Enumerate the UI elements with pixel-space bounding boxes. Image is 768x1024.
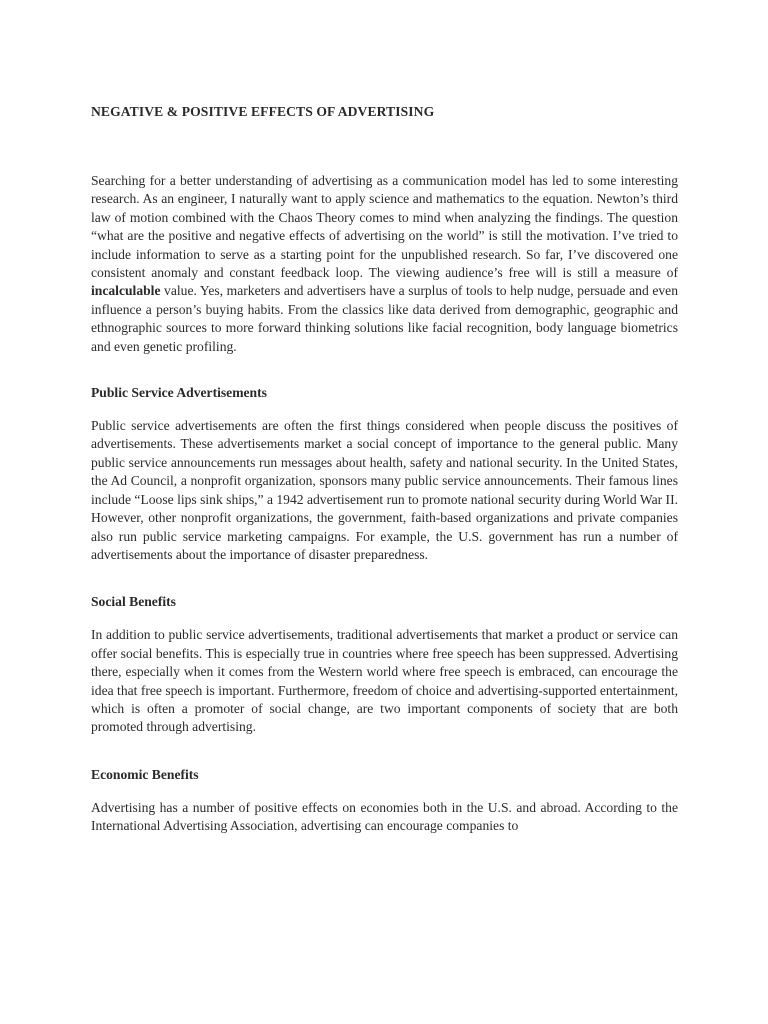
section-heading-economic-benefits: Economic Benefits xyxy=(91,766,199,782)
section-body-economic-benefits: Advertising has a number of positive effects on economies both in the U.S. and abroad. According to the International Advertising Association, advertising can encourage companies to xyxy=(91,799,678,834)
section-heading-public-service: Public Service Advertisements xyxy=(91,385,267,401)
document-page xyxy=(91,100,678,836)
intro-paragraph xyxy=(91,172,678,356)
intro-bold-word: incalculable xyxy=(91,283,161,299)
section-body-social-benefits: In addition to public service advertisements, traditional advertisements that market a product or service can offer social benefits. This is especially true in countries where free speech has been suppressed. Advertising there, especially when it comes from the Western world where free speech is embraced, can encourage the idea that free speech is important. Furthermore, freedom of choice and advertising-supported entertainment, which is often a promoter of social change, are two important components of society that are both promoted through advertising. xyxy=(91,627,678,735)
section-heading-social-benefits: Social Benefits xyxy=(91,594,176,610)
intro-text-start: Searching for a better understanding of advertising as a communication model has led to some interesting research. As an engineer, I naturally want to apply science and mathematics to the equation. Newton’s third law of motion combined with the Chaos Theory comes to mind when analyzing the findings. The question “what are the positive and negative effects of advertising on the world” is still the motivation. I’ve tried to include information to serve as a starting point for the unpublished research. So far, I’ve discovered one consistent anomaly and constant feedback loop. The viewing audience’s free will is still a measure of xyxy=(91,173,678,281)
document-title: NEGATIVE & POSITIVE EFFECTS OF ADVERTISING xyxy=(91,104,435,119)
section-body-public-service: Public service advertisements are often the first things considered when people discuss the positives of advertisements. These advertisements market a social concept of importance to the general public. Many public service announcements run messages about health, safety and national security. In the United States, the Ad Council, a nonprofit organization, sponsors many public service announcements. Their famous lines include “Loose lips sink ships,” a 1942 advertisement run to promote national security during World War II. However, other nonprofit organizations, the government, faith-based organizations and private companies also run public service marketing campaigns. For example, the U.S. government has run a number of advertisements about the importance of disaster preparedness. xyxy=(91,418,678,562)
intro-text-end: value. Yes, marketers and advertisers have a surplus of tools to help nudge, persuade and even influence a person’s buying habits. From the classics like data derived from demographic, geographic and ethnographic sources to more forward thinking solutions like facial recognition, body language biometrics and even genetic profiling. xyxy=(91,283,678,354)
